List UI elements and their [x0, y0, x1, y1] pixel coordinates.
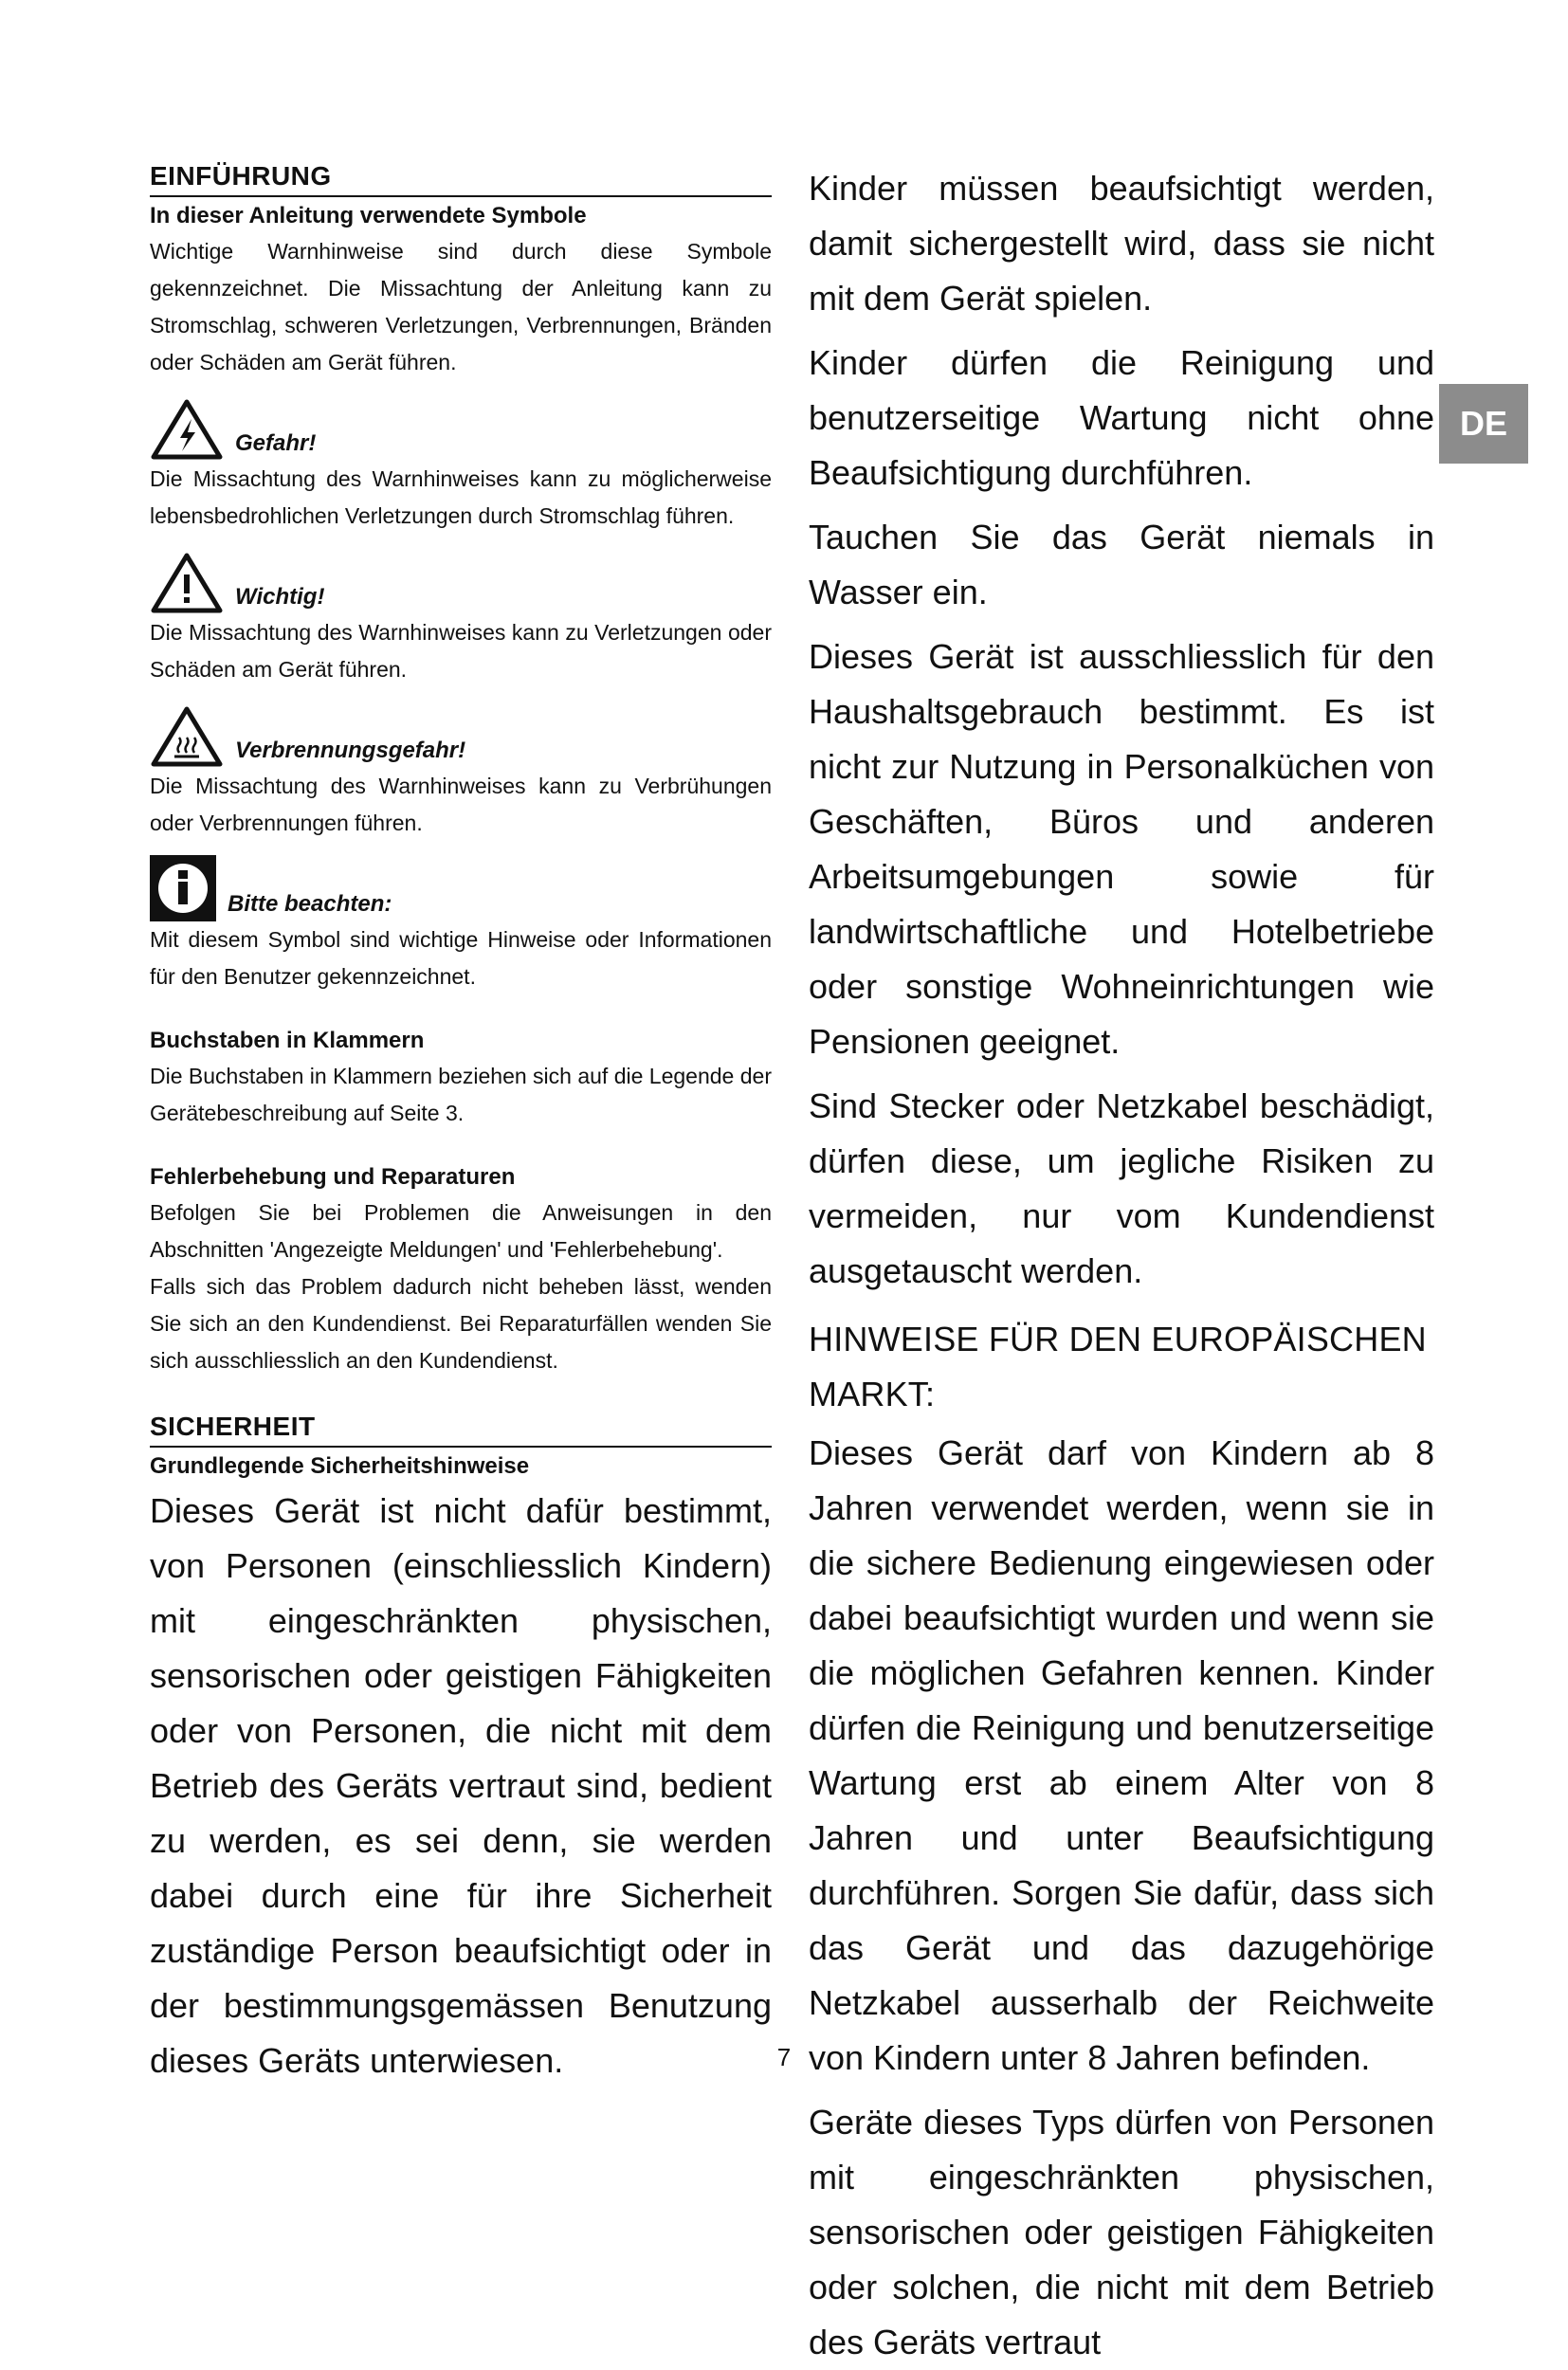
burn-label: Verbrennungsgefahr!: [235, 738, 466, 763]
electric-warning-icon: [150, 398, 224, 461]
burn-symbol-row: [150, 702, 772, 768]
right-column: [809, 161, 1434, 2370]
repairs-text-2: Falls sich das Problem dadurch nicht beheben lässt, wenden Sie sich an den Kundendienst. Bei Reparaturfällen wenden Sie sich ausschliesslich an den Kundendienst.: [150, 1274, 772, 1373]
damaged-cable-paragraph: Sind Stecker oder Netzkabel beschädigt, dürfen diese, um jegliche Risiken zu vermeiden, nur vom Kundendienst ausgetauscht werden.: [809, 1086, 1434, 1290]
safety-heading: SICHERHEIT: [150, 1412, 772, 1448]
note-label: Bitte beachten:: [228, 891, 392, 917]
household-use-paragraph: Dieses Gerät ist ausschliesslich für den Haushaltsgebrauch bestimmt. Es ist nicht zur Nutzung in Personalküchen von Geschäften, Büros und anderen Arbeitsumgebungen sowie für landwirtschaftliche und Hotelbetriebe oder sonstige Wohneinrichtungen wie Pensionen geeignet.: [809, 637, 1434, 1061]
page-number: 7: [776, 2043, 792, 2071]
repairs-text-1: Befolgen Sie bei Problemen die Anweisungen in den Abschnitten 'Angezeigte Meldungen' und 'Fehlerbehebung'.: [150, 1200, 772, 1262]
eu-persons-paragraph: Geräte dieses Typs dürfen von Personen mit eingeschränkten physischen, sensorischen oder geistigen Fähigkeiten oder solchen, die nicht mit dem Betrieb des Geräts vertraut: [809, 2103, 1434, 2361]
intro-heading: EINFÜHRUNG: [150, 161, 772, 197]
burn-text: Die Missachtung des Warnhinweises kann zu Verbrühungen oder Verbrennungen führen.: [150, 774, 772, 835]
note-text: Mit diesem Symbol sind wichtige Hinweise oder Informationen für den Benutzer gekennzeichnet.: [150, 927, 772, 989]
hot-surface-warning-icon: [150, 705, 224, 768]
important-text: Die Missachtung des Warnhinweises kann zu Verletzungen oder Schäden am Gerät führen.: [150, 620, 772, 682]
children-cleaning-paragraph: Kinder dürfen die Reinigung und benutzerseitige Wartung nicht ohne Beaufsichtigung durchführen.: [809, 343, 1434, 492]
safety-subheading: Grundlegende Sicherheitshinweise: [150, 1453, 530, 1479]
info-icon: [150, 855, 216, 921]
danger-label: Gefahr!: [235, 430, 317, 456]
important-symbol-row: [150, 548, 772, 614]
note-symbol-row: [150, 855, 772, 921]
symbols-subheading: In dieser Anleitung verwendete Symbole: [150, 203, 587, 228]
important-label: Wichtig!: [235, 584, 325, 610]
letters-text: Die Buchstaben in Klammern beziehen sich auf die Legende der Gerätebeschreibung auf Seite 3.: [150, 1064, 772, 1125]
danger-symbol-row: [150, 394, 772, 461]
letters-subheading: Buchstaben in Klammern: [150, 1028, 425, 1053]
language-tab: DE: [1439, 384, 1528, 464]
eu-market-heading: HINWEISE FÜR DEN EUROPÄISCHEN MARKT:: [809, 1320, 1427, 1413]
repairs-subheading: Fehlerbehebung und Reparaturen: [150, 1164, 516, 1190]
symbols-text: Wichtige Warnhinweise sind durch diese Symbole gekennzeichnet. Die Missachtung der Anleitung kann zu Stromschlag, schweren Verletzungen, Verbrennungen, Bränden oder Schäden am Gerät führen.: [150, 239, 772, 374]
left-column: [150, 161, 772, 2088]
water-warning-paragraph: Tauchen Sie das Gerät niemals in Wasser ein.: [809, 518, 1434, 611]
eu-children-paragraph: Dieses Gerät darf von Kindern ab 8 Jahren verwendet werden, wenn sie in die sichere Bedienung eingewiesen oder dabei beaufsichtigt wurden und wenn sie die möglichen Gefahren kennen. Kinder dürfen die Reinigung und benutzerseitige Wartung erst ab einem Alter von 8 Jahren und unter Beaufsichtigung durchführen. Sorgen Sie dafür, dass sich das Gerät und das dazugehörige Netzkabel ausserhalb der Reichweite von Kindern unter 8 Jahren befinden.: [809, 1433, 1434, 2077]
safety-paragraph-1: Dieses Gerät ist nicht dafür bestimmt, von Personen (einschliesslich Kindern) mit eingeschränkten physischen, sensorischen oder geistigen Fähigkeiten oder von Personen, die nicht mit dem Betrieb des Geräts vertraut sind, bedient zu werden, es sei denn, sie werden dabei durch eine für ihre Sicherheit zuständige Person beaufsichtigt oder in der bestimmungsgemässen Benutzung dieses Geräts unterwiesen.: [150, 1491, 772, 2080]
exclamation-warning-icon: [150, 552, 224, 614]
danger-text: Die Missachtung des Warnhinweises kann zu möglicherweise lebensbedrohlichen Verletzungen durch Stromschlag führen.: [150, 466, 772, 528]
children-supervision-paragraph: Kinder müssen beaufsichtigt werden, damit sichergestellt wird, dass sie nicht mit dem Gerät spielen.: [809, 169, 1434, 318]
